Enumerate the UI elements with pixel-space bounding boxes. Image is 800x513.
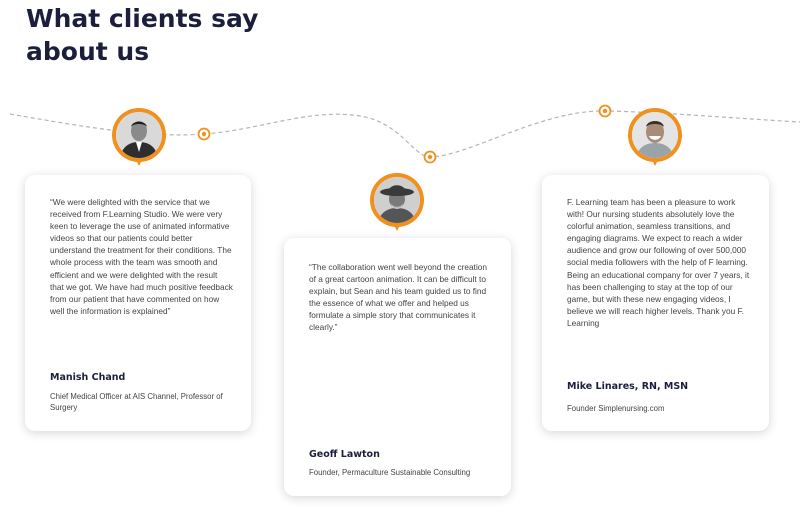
timeline-dot (425, 152, 436, 163)
testimonial-card (25, 175, 251, 431)
timeline-dot (600, 106, 611, 117)
testimonial-author: Manish Chand (50, 372, 126, 383)
testimonial-role: Founder Simplenursing.com (567, 404, 665, 413)
avatar-pin (112, 108, 166, 172)
testimonial-role: Chief Medical Officer at AIS Channel, Professor of Surgery (50, 392, 223, 412)
avatar-pin (370, 173, 424, 237)
testimonial-quote: “We were delighted with the service that we received from F.Learning Studio. We were very keen to leverage the use of animated informative videos so that our patients could better understand the treatment for their conditions. The whole process with the team was smooth and efficient and we were delighted with the result that we got. We have had much positive feedback from our patient that have commented on how well the information is explained” (50, 197, 233, 316)
testimonial-card (542, 175, 769, 431)
testimonial-card (284, 238, 511, 496)
heading-line-2: about us (26, 37, 150, 66)
testimonial-role: Founder, Permaculture Sustainable Consulting (309, 468, 471, 477)
avatar-pin (628, 108, 682, 172)
avatar (116, 112, 162, 158)
testimonial-author: Geoff Lawton (309, 449, 380, 460)
testimonial-quote: “The collaboration went well beyond the creation of a great cartoon animation. It can be difficult to explain, but Sean and his team guided us to find the essence of what we offer and helped us formulate a simple story that communicates it clearly.” (309, 262, 488, 333)
timeline-dot (199, 129, 210, 140)
avatar (632, 112, 678, 158)
testimonial-quote: F. Learning team has been a pleasure to work with! Our nursing students absolutely love the colorful animation, seamless transitions, and engaging diagrams. We expect to reach a wider audience and grow our following of over 500,000 social media followers with the help of F learning. Being an educational company for over 7 years, it has been challenging to stay at the top of our game, but with these new engaging videos, I believe we will reach higher levels. Thank you F. Learning (567, 197, 750, 328)
testimonial-author: Mike Linares, RN, MSN (567, 381, 689, 392)
heading-line-1: What clients say (26, 4, 259, 33)
avatar (374, 177, 420, 223)
